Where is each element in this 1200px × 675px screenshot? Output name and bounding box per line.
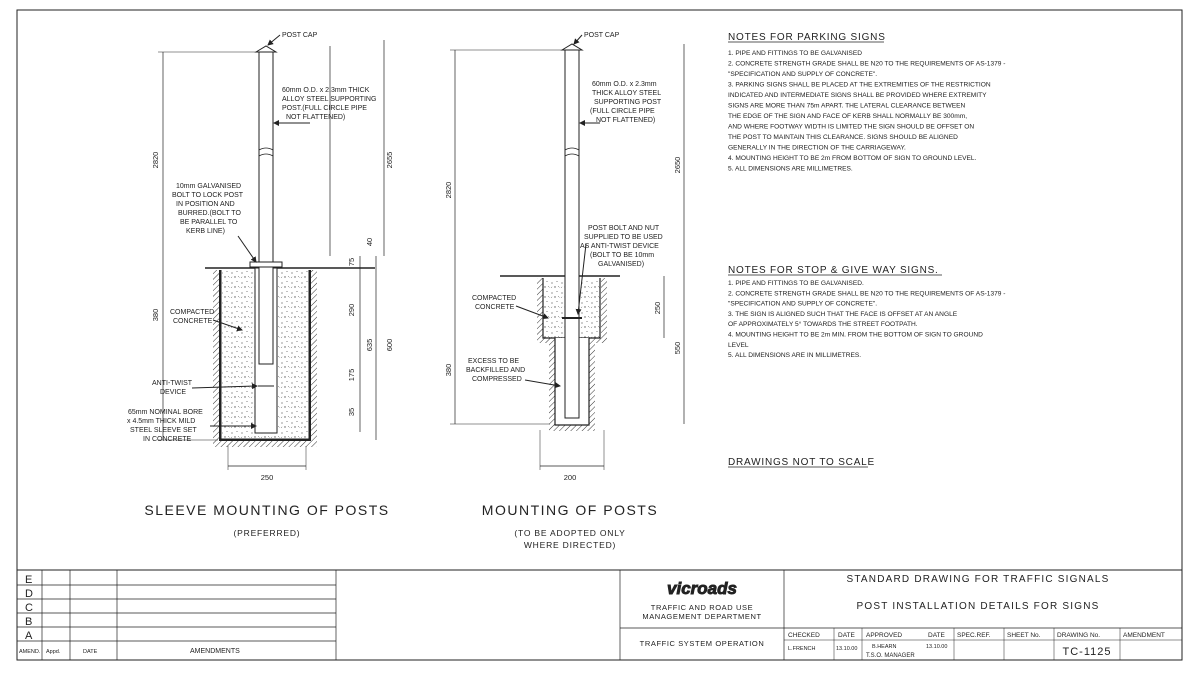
not-to-scale-note: DRAWINGS NOT TO SCALE (728, 457, 876, 468)
drawing-title-2: POST INSTALLATION DETAILS FOR SIGNS (856, 601, 1100, 612)
svg-text:DATE: DATE (838, 632, 855, 639)
svg-text:DATE: DATE (928, 632, 945, 639)
svg-text:40: 40 (365, 237, 374, 247)
steel-post (565, 50, 579, 418)
note-line: "SPECIFICATION AND SUPPLY OF CONCRETE". (728, 300, 878, 308)
note-line: 3. PARKING SIGNS SHALL BE PLACED AT THE EXTREMITIES OF THE RESTRICTION (728, 81, 991, 89)
svg-text:EXCESS TO BE: EXCESS TO BE (468, 358, 520, 365)
svg-text:(BOLT TO BE 10mm: (BOLT TO BE 10mm (590, 252, 655, 259)
svg-text:200: 200 (563, 473, 577, 482)
parking-notes-list (728, 50, 1006, 173)
sleeve-note (127, 409, 203, 443)
direct-title: MOUNTING OF POSTS (481, 502, 659, 518)
svg-text:10mm GALVANISED: 10mm GALVANISED (176, 183, 242, 190)
svg-text:60mm O.D. x 2.3mm THICK: 60mm O.D. x 2.3mm THICK (282, 87, 370, 94)
svg-text:CONCRETE: CONCRETE (173, 318, 213, 325)
direct-compacted-label (472, 295, 516, 311)
direct-post-spec (590, 81, 662, 124)
svg-text:AMENDMENT: AMENDMENT (1123, 632, 1165, 639)
svg-text:TRAFFIC SYSTEM OPERATION: TRAFFIC SYSTEM OPERATION (639, 639, 765, 648)
sleeve-compacted-label (170, 309, 214, 325)
svg-text:SPEC.REF.: SPEC.REF. (957, 632, 991, 639)
svg-text:2820: 2820 (151, 151, 160, 169)
anti-twist-label (152, 380, 193, 396)
svg-text:250: 250 (260, 473, 274, 482)
svg-text:B.HEARN: B.HEARN (872, 644, 897, 650)
lock-bolt (250, 262, 282, 267)
svg-text:BOLT TO LOCK POST: BOLT TO LOCK POST (172, 192, 244, 199)
svg-text:STEEL SLEEVE SET: STEEL SLEEVE SET (130, 427, 197, 434)
svg-text:635: 635 (365, 338, 374, 352)
notes-panel (728, 32, 1006, 468)
direct-subtitle-1: (TO BE ADOPTED ONLY (514, 528, 626, 538)
note-line: THE EDGE OF THE SIGN AND FACE OF KERB SHALL NORMALLY BE 300mm, (728, 113, 968, 120)
post-cap (562, 44, 582, 50)
svg-text:x 4.5mm THICK MILD: x 4.5mm THICK MILD (127, 418, 196, 425)
svg-text:ALLOY STEEL SUPPORTING: ALLOY STEEL SUPPORTING (282, 96, 377, 103)
svg-text:SHEET No.: SHEET No. (1007, 632, 1041, 639)
note-line: 4. MOUNTING HEIGHT TO BE 2m MIN. FROM THE BOTTOM OF SIGN TO GROUND (728, 331, 983, 339)
drawing-number: TC-1125 (1062, 646, 1112, 658)
svg-text:75: 75 (347, 257, 356, 267)
svg-text:65mm NOMINAL BORE: 65mm NOMINAL BORE (128, 409, 203, 416)
svg-text:Appd.: Appd. (46, 649, 61, 655)
svg-text:GALVANISED): GALVANISED) (598, 261, 645, 268)
title-block (17, 570, 1182, 660)
svg-text:POST.(FULL CIRCLE PIPE: POST.(FULL CIRCLE PIPE (282, 105, 367, 112)
svg-text:APPROVED: APPROVED (866, 632, 903, 639)
vicroads-logo: vicroads (667, 579, 737, 598)
note-line: OF APPROXIMATELY 5° TOWARDS THE STREET FOOTPATH. (728, 321, 918, 329)
svg-text:NOT FLATTENED): NOT FLATTENED) (286, 114, 346, 121)
excess-label (466, 358, 525, 383)
svg-text:IN CONCRETE: IN CONCRETE (143, 436, 192, 443)
stop-notes-list (728, 280, 1006, 359)
svg-text:COMPACTED: COMPACTED (170, 309, 215, 316)
svg-text:KERB LINE): KERB LINE) (186, 228, 225, 235)
svg-text:COMPRESSED: COMPRESSED (472, 376, 522, 383)
svg-text:BE PARALLEL TO: BE PARALLEL TO (180, 219, 238, 226)
svg-text:BACKFILLED AND: BACKFILLED AND (466, 367, 526, 374)
svg-text:380: 380 (444, 363, 453, 377)
svg-text:175: 175 (347, 368, 356, 382)
note-line: 2. CONCRETE STRENGTH GRADE SHALL BE N20 TO THE REQUIREMENTS OF AS-1379 - (728, 290, 1006, 298)
note-line: GENERALLY IN THE DIRECTION OF THE CARRIAGEWAY. (728, 144, 906, 152)
note-line: LEVEL (728, 341, 749, 349)
svg-text:E: E (25, 574, 33, 586)
note-line: INDICATED AND INTERMEDIATE SIGNS SHALL BE PROVIDED WHERE EXTREMITY (728, 92, 987, 99)
svg-text:13.10.00: 13.10.00 (926, 644, 948, 650)
sleeve-post-spec (282, 87, 376, 121)
svg-text:13.10.00: 13.10.00 (836, 646, 858, 652)
note-line: 5. ALL DIMENSIONS ARE MILLIMETRES. (728, 165, 853, 173)
svg-text:D: D (25, 588, 33, 600)
svg-text:2655: 2655 (385, 151, 394, 169)
svg-text:CONCRETE: CONCRETE (475, 304, 515, 311)
svg-text:DRAWING No.: DRAWING No. (1057, 632, 1101, 639)
svg-text:380: 380 (151, 308, 160, 322)
svg-text:250: 250 (653, 301, 662, 315)
svg-text:NOT FLATTENED): NOT FLATTENED) (596, 117, 656, 124)
svg-text:(FULL CIRCLE PIPE: (FULL CIRCLE PIPE (590, 108, 655, 115)
direct-post-cap-label: POST CAP (584, 32, 620, 39)
direct-mounting-detail (444, 32, 684, 550)
svg-text:BURRED.(BOLT TO: BURRED.(BOLT TO (178, 210, 241, 217)
sleeve-mounting-detail (127, 32, 394, 538)
svg-text:SUPPORTING POST: SUPPORTING POST (594, 99, 662, 106)
svg-text:35: 35 (347, 407, 356, 417)
svg-text:DATE: DATE (83, 649, 98, 655)
note-line: 4. MOUNTING HEIGHT TO BE 2m FROM BOTTOM OF SIGN TO GROUND LEVEL. (728, 155, 977, 162)
steel-post (259, 52, 273, 364)
note-line: "SPECIFICATION AND SUPPLY OF CONCRETE". (728, 71, 878, 78)
svg-text:550: 550 (673, 341, 682, 355)
svg-text:IN POSITION AND: IN POSITION AND (176, 201, 235, 208)
note-line: 2. CONCRETE STRENGTH GRADE SHALL BE N20 TO THE REQUIREMENTS OF AS-1379 - (728, 60, 1006, 68)
svg-text:DEVICE: DEVICE (160, 389, 187, 396)
svg-text:MANAGEMENT DEPARTMENT: MANAGEMENT DEPARTMENT (642, 612, 762, 621)
note-line: SIGNS ARE MORE THAN 75m APART. THE LATERAL CLEARANCE BETWEEN (728, 102, 966, 110)
note-line: 1. PIPE AND FITTINGS TO BE GALVANISED (728, 50, 862, 57)
note-line: AND WHERE FOOTWAY WIDTH IS LIMITED THE SIGN SHOULD BE OFFSET ON (728, 123, 975, 131)
sleeve-post-cap-label: POST CAP (282, 32, 318, 39)
svg-text:TRAFFIC AND ROAD USE: TRAFFIC AND ROAD USE (650, 603, 754, 612)
direct-bolt-note (580, 225, 663, 268)
sleeve-subtitle: (PREFERRED) (233, 528, 301, 538)
svg-text:2820: 2820 (444, 181, 453, 199)
svg-text:COMPACTED: COMPACTED (472, 295, 517, 302)
note-line: 5. ALL DIMENSIONS ARE IN MILLIMETRES. (728, 352, 862, 360)
post-cap (256, 46, 276, 52)
svg-text:290: 290 (347, 303, 356, 317)
svg-text:CHECKED: CHECKED (788, 632, 820, 639)
svg-text:POST BOLT AND NUT: POST BOLT AND NUT (588, 225, 660, 232)
svg-text:ANTI-TWIST: ANTI-TWIST (152, 380, 193, 387)
parking-notes-heading: NOTES FOR PARKING SIGNS (728, 32, 886, 43)
svg-text:C: C (25, 602, 33, 614)
direct-subtitle-2: WHERE DIRECTED) (523, 540, 617, 550)
note-line: 3. THE SIGN IS ALIGNED SUCH THAT THE FACE IS OFFSET AT AN ANGLE (728, 310, 958, 318)
svg-text:2650: 2650 (673, 156, 682, 174)
svg-text:SUPPLIED TO BE USED: SUPPLIED TO BE USED (584, 234, 663, 241)
svg-text:A: A (25, 630, 33, 642)
svg-text:L.FRENCH: L.FRENCH (788, 646, 816, 652)
note-line: 1. PIPE AND FITTINGS TO BE GALVANISED. (728, 280, 864, 287)
svg-text:600: 600 (385, 338, 394, 352)
svg-text:B: B (25, 616, 33, 628)
svg-text:AS ANTI-TWIST DEVICE: AS ANTI-TWIST DEVICE (580, 243, 659, 250)
sleeve-bolt-note (172, 183, 244, 235)
svg-text:AMEND.: AMEND. (19, 649, 41, 655)
stop-notes-heading: NOTES FOR STOP & GIVE WAY SIGNS. (728, 265, 939, 276)
svg-text:AMENDMENTS: AMENDMENTS (190, 648, 240, 655)
note-line: THE POST TO MAINTAIN THIS CLEARANCE. SIGNS SHOULD BE ALIGNED (728, 134, 958, 141)
svg-text:60mm O.D. x 2.3mm: 60mm O.D. x 2.3mm (592, 81, 657, 88)
drawing-title-1: STANDARD DRAWING FOR TRAFFIC SIGNALS (846, 574, 1110, 585)
svg-text:THICK ALLOY STEEL: THICK ALLOY STEEL (592, 90, 662, 97)
svg-text:T.S.O. MANAGER: T.S.O. MANAGER (866, 653, 915, 659)
sleeve-title: SLEEVE MOUNTING OF POSTS (144, 502, 390, 518)
